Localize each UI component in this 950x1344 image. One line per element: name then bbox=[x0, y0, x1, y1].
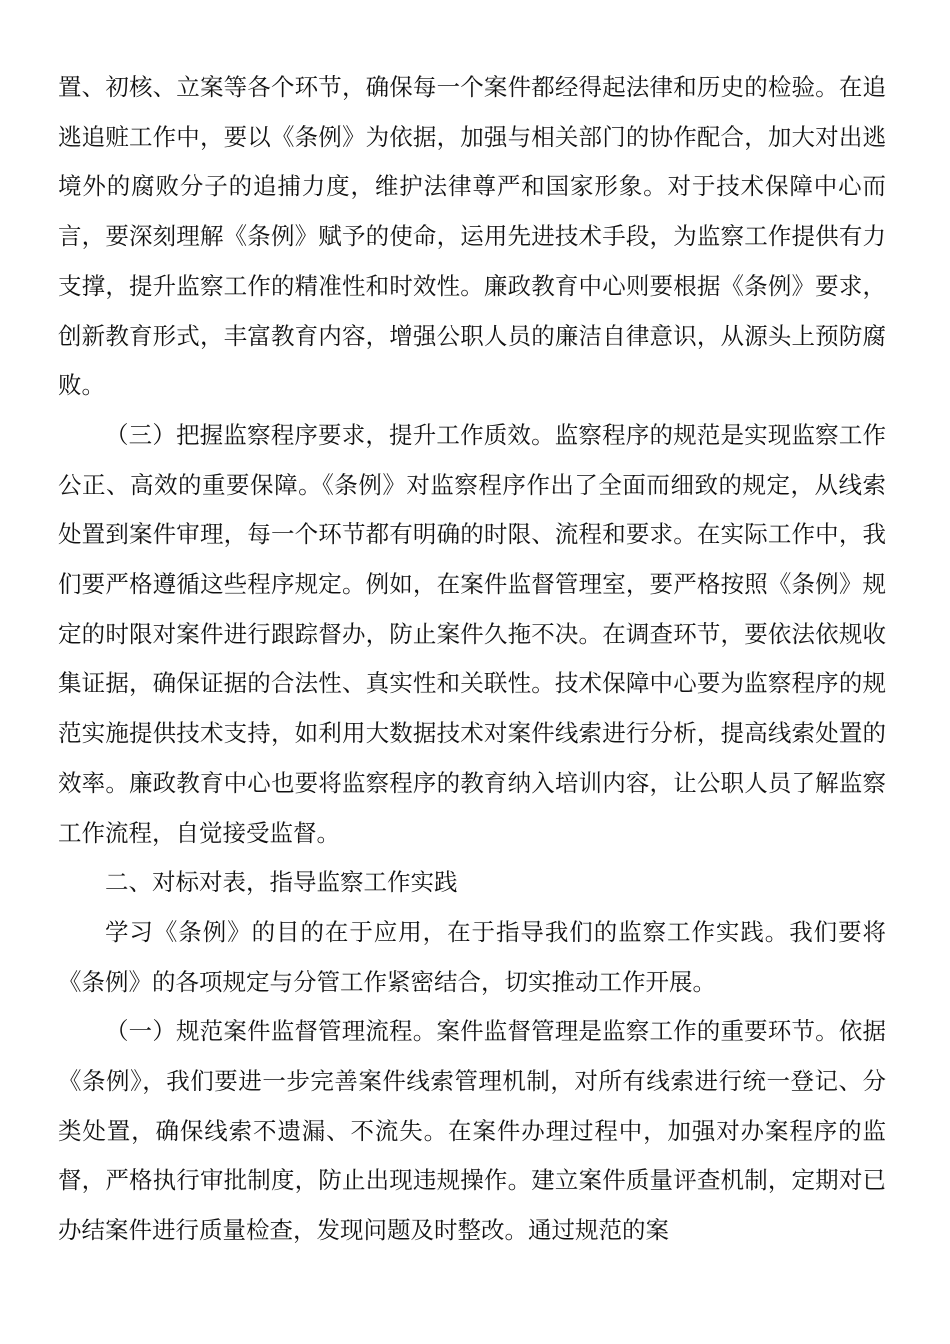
paragraph-study-purpose: 学习《条例》的目的在于应用，在于指导我们的监察工作实践。我们要将《条例》的各项规定与分管工作紧密结合，切实推动工作开展。 bbox=[58, 917, 886, 996]
paragraph-continuation: 置、初核、立案等各个环节，确保每一个案件都经得起法律和历史的检验。在追逃追赃工作中，要以《条例》为依据，加强与相关部门的协作配合，加大对出逃境外的腐败分子的追捕力度，维护法律尊严和国家形象。对于技术保障中心而言，要深刻理解《条例》赋予的使命，运用先进技术手段，为监察工作提供有力支撑，提升监察工作的精准性和时效性。廉政教育中心则要根据《条例》要求，创新教育形式，丰富教育内容，增强公职人员的廉洁自律意识，从源头上预防腐败。 bbox=[58, 73, 886, 400]
section-heading-two: 二、对标对表，指导监察工作实践 bbox=[105, 868, 458, 897]
document-body bbox=[58, 63, 886, 1256]
paragraph-section-one: （一）规范案件监督管理流程。案件监督管理是监察工作的重要环节。依据《条例》，我们要进一步完善案件线索管理机制，对所有线索进行统一登记、分类处置，确保线索不遗漏、不流失。在案件办理过程中，加强对办案程序的监督，严格执行审批制度，防止出现违规操作。建立案件质量评查机制，定期对已办结案件进行质量检查，发现问题及时整改。通过规范的案 bbox=[58, 1017, 886, 1245]
paragraph-section-three: （三）把握监察程序要求，提升工作质效。监察程序的规范是实现监察工作公正、高效的重要保障。《条例》对监察程序作出了全面而细致的规定，从线索处置到案件审理，每一个环节都有明确的时限、流程和要求。在实际工作中，我们要严格遵循这些程序规定。例如，在案件监督管理室，要严格按照《条例》规定的时限对案件进行跟踪督办，防止案件久拖不决。在调查环节，要依法依规收集证据，确保证据的合法性、真实性和关联性。技术保障中心要为监察程序的规范实施提供技术支持，如利用大数据技术对案件线索进行分析，提高线索处置的效率。廉政教育中心也要将监察程序的教育纳入培训内容，让公职人员了解监察工作流程，自觉接受监督。 bbox=[58, 420, 886, 847]
